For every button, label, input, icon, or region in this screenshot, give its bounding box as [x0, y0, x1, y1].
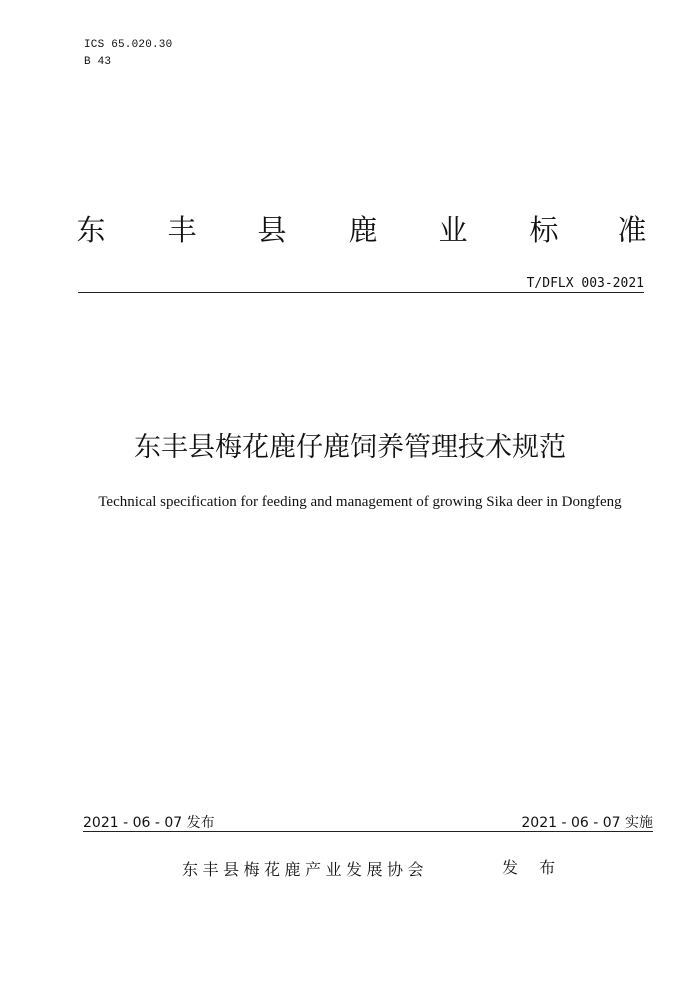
- standard-type-char: 县: [257, 213, 287, 247]
- implementation-date: 2021 - 06 - 07 实施: [521, 815, 653, 831]
- standard-type-char: 丰: [167, 213, 197, 247]
- publisher-name: 东丰县梅花鹿产业发展协会: [182, 860, 429, 879]
- issue-date: 2021 - 06 - 07 发布: [83, 815, 215, 831]
- standard-type-char: 东: [76, 213, 106, 247]
- ccs-code: B 43: [84, 56, 112, 68]
- standard-type-char: 准: [617, 213, 647, 247]
- standard-type-char: 标: [529, 213, 559, 247]
- header-divider: [78, 292, 644, 293]
- standard-type-char: 业: [438, 213, 468, 247]
- standard-type-char: 鹿: [348, 213, 378, 247]
- ics-code: ICS 65.020.30: [84, 39, 173, 51]
- standard-number: T/DFLX 003-2021: [526, 276, 644, 291]
- english-title: Technical specification for feeding and management of growing Sika deer in Dongfeng: [98, 494, 622, 510]
- footer-divider: [83, 831, 653, 832]
- chinese-title: 东丰县梅花鹿仔鹿饲养管理技术规范: [134, 432, 566, 463]
- publish-label: 发 布: [502, 858, 564, 877]
